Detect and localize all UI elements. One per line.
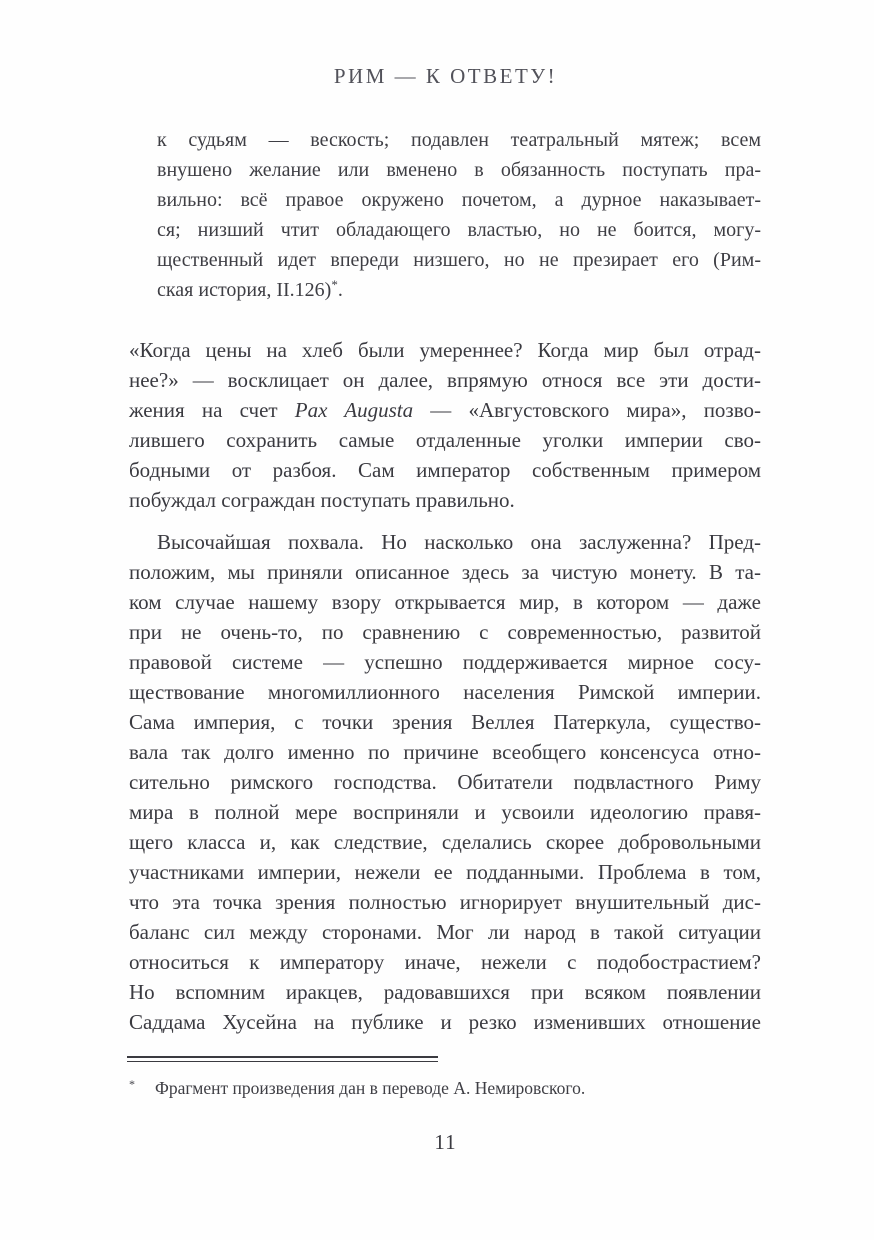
body-line: лившего сохранить самые отдаленные уголки империи сво- [129, 428, 761, 452]
quote-line: ся; низший чтит обладающего властью, но не боится, могу- [157, 219, 761, 241]
body-line: Но вспомним иракцев, радовавшихся при всяком появлении [129, 980, 761, 1004]
footnote-text: Фрагмент произведения дан в переводе А. Немировского. [155, 1078, 586, 1098]
quote-line: внушено желание или вменено в обязанность поступать пра- [157, 159, 761, 181]
quote-line: щественный идет впереди низшего, но не презирает его (Рим- [157, 249, 761, 271]
body-line: «Когда цены на хлеб были умереннее? Когда мир был отрад- [129, 338, 761, 362]
quote-line: вильно: всё правое окружено почетом, а дурное наказывает- [157, 189, 761, 211]
body-paragraph-1 [129, 335, 761, 515]
footnote-separator-double-rule [127, 1056, 438, 1062]
body-line: щего класса и, как следствие, сделались скорее добровольными [129, 830, 761, 854]
quote-line: к судьям — вескость; подавлен театральный мятеж; всем [157, 129, 761, 151]
body-line: ком случае нашему взору открывается мир, в котором — даже [129, 590, 761, 614]
body-line: мира в полной мере восприняли и усвоили идеологию правя- [129, 800, 761, 824]
quote-line-last [157, 275, 761, 305]
body-line: при не очень-то, по сравнению с современностью, развитой [129, 620, 761, 644]
footnote-marker-asterisk: * [129, 1077, 135, 1091]
body-line: Высочайшая похвала. Но насколько она заслуженна? Пред- [157, 530, 761, 554]
quote-block [157, 125, 761, 305]
body-line: баланс сил между сторонами. Мог ли народ в такой ситуации [129, 920, 761, 944]
footnote-reference-asterisk: * [331, 277, 338, 292]
body-line: Саддама Хусейна на публике и резко изменивших отношение [129, 1010, 761, 1034]
body-line: побуждал сограждан поступать правильно. [129, 488, 515, 512]
body-paragraph-2 [129, 527, 761, 1037]
body-line: бодными от разбоя. Сам император собственным примером [129, 458, 761, 482]
latin-phrase-italic: Pax Augusta [294, 398, 414, 422]
running-title: РИМ — К ОТВЕТУ! [333, 64, 558, 88]
line-segment: жения на счет [129, 398, 295, 422]
body-line: положим, мы приняли описанное здесь за чистую монету. В та- [129, 560, 761, 584]
body-line-with-latin-phrase [129, 395, 761, 425]
footnote [129, 1072, 761, 1100]
body-line: сительно римского господства. Обитатели подвластного Риму [129, 770, 761, 794]
body-line: нее?» — восклицает он далее, впрямую относя все эти дости- [129, 368, 761, 392]
body-line: ществование многомиллионного населения Римской империи. [129, 680, 761, 704]
page-number: 11 [434, 1130, 457, 1154]
body-line: относиться к императору иначе, нежели с подобострастием? [129, 950, 761, 974]
body-line: Сама империя, с точки зрения Веллея Патеркула, существо- [129, 710, 761, 734]
body-line: правовой системе — успешно поддерживается мирное сосу- [129, 650, 761, 674]
quote-citation: ская история, II.126) [157, 279, 332, 301]
line-segment: — «Августовского мира», позво- [413, 398, 761, 422]
body-line: что эта точка зрения полностью игнорирует внушительный дис- [129, 890, 761, 914]
body-line: участниками империи, нежели ее подданными. Проблема в том, [129, 860, 761, 884]
quote-citation-period: . [337, 279, 343, 301]
body-line: вала так долго именно по причине всеобщего консенсуса отно- [129, 740, 761, 764]
